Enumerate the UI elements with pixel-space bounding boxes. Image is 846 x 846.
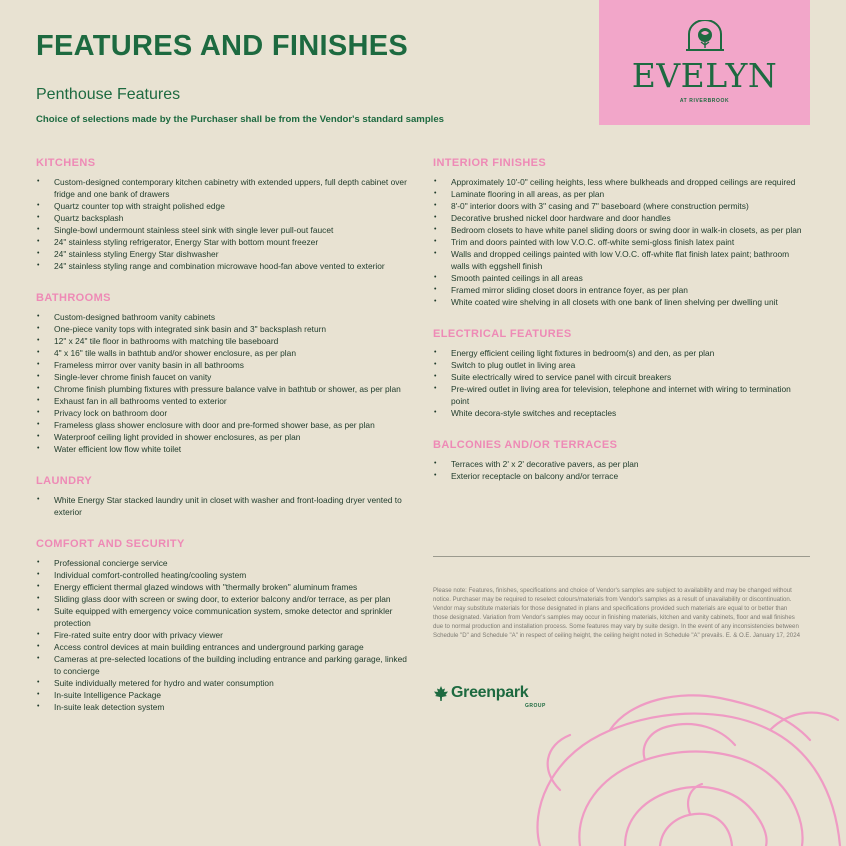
list-item: • Quartz backsplash	[36, 212, 411, 224]
left-column	[36, 157, 411, 733]
section-kitchens	[36, 157, 411, 272]
list-item: • Quartz counter top with straight polished edge	[36, 200, 411, 212]
list-item: • Frameless mirror over vanity basin in all bathrooms	[36, 359, 411, 371]
section-heading: ELECTRICAL FEATURES	[433, 328, 572, 340]
list-item: • Suite individually metered for hydro and water consumption	[36, 677, 411, 689]
list-item: • Decorative brushed nickel door hardware and door handles	[433, 212, 808, 224]
list-item: • Access control devices at main building entrances and underground parking garage	[36, 641, 411, 653]
section-heading: KITCHENS	[36, 157, 96, 169]
section-heading: BATHROOMS	[36, 292, 111, 304]
developer-tagline: GROUP	[525, 703, 546, 709]
list-item: • Bedroom closets to have white panel sliding doors or swing door in walk-in closets, as per plan	[433, 224, 808, 236]
list-item: • 24" stainless styling Energy Star dishwasher	[36, 248, 411, 260]
list-item: • Sliding glass door with screen or swing door, to exterior balcony and/or terrace, as per plan	[36, 593, 411, 605]
list-item: • Framed mirror sliding closet doors in entrance foyer, as per plan	[433, 284, 808, 296]
right-column	[433, 157, 808, 502]
divider	[433, 556, 810, 557]
list-item: • Waterproof ceiling light provided in shower enclosures, as per plan	[36, 431, 411, 443]
list-item: • Switch to plug outlet in living area	[433, 359, 808, 371]
list-item: • Privacy lock on bathroom door	[36, 407, 411, 419]
list-item: • Custom-designed contemporary kitchen cabinetry with extended uppers, full depth cabinet over fridge and one bank of drawers	[36, 176, 411, 200]
section-heading: BALCONIES AND/OR TERRACES	[433, 439, 618, 451]
section-heading: COMFORT AND SECURITY	[36, 538, 185, 550]
maple-leaf-icon	[433, 686, 449, 702]
rose-dome-icon	[684, 20, 726, 52]
feature-list	[36, 311, 411, 455]
list-item: • Pre-wired outlet in living area for television, telephone and internet with wiring to termination point	[433, 383, 808, 407]
list-item: • White coated wire shelving in all closets with one bank of linen shelving per dwelling unit	[433, 296, 808, 308]
list-item: • Suite electrically wired to service panel with circuit breakers	[433, 371, 808, 383]
feature-list	[433, 458, 808, 482]
list-item: • Professional concierge service	[36, 557, 411, 569]
page-subtitle: Penthouse Features	[36, 86, 181, 103]
feature-list	[36, 494, 411, 518]
list-item: • Frameless glass shower enclosure with door and pre-formed shower base, as per plan	[36, 419, 411, 431]
section-laundry	[36, 475, 411, 518]
list-item: • Terraces with 2' x 2' decorative pavers, as per plan	[433, 458, 808, 470]
section-comfort-security	[36, 538, 411, 713]
feature-list	[36, 557, 411, 713]
list-item: • Trim and doors painted with low V.O.C. off-white semi-gloss finish latex paint	[433, 236, 808, 248]
list-item: • Single-lever chrome finish faucet on vanity	[36, 371, 411, 383]
section-electrical	[433, 328, 808, 419]
list-item: • Chrome finish plumbing fixtures with pressure balance valve in bathtub or shower, as per plan	[36, 383, 411, 395]
list-item: • Custom-designed bathroom vanity cabinets	[36, 311, 411, 323]
list-item: • 24" stainless styling range and combination microwave hood-fan above vented to exterior	[36, 260, 411, 272]
list-item: • Individual comfort-controlled heating/cooling system	[36, 569, 411, 581]
evelyn-logo	[599, 0, 810, 125]
list-item: • In-suite Intelligence Package	[36, 689, 411, 701]
list-item: • Laminate flooring in all areas, as per plan	[433, 188, 808, 200]
list-item: • Energy efficient ceiling light fixtures in bedroom(s) and den, as per plan	[433, 347, 808, 359]
list-item: • White decora-style switches and receptacles	[433, 407, 808, 419]
footnote-disclaimer: Please note: Features, finishes, specifications and choice of Vendor's samples are subject to availability and may be changed without notice. Purchaser may be required to reselect colours/materials from Vendor's samples as a result of unavailability or discontinuation. Vendor may substitute materials for those designated in plans and specifications provided such materials are equal to or better than those designated. Variation from Vendor's samples may occur in finishing materials, kitchen and vanity cabinets, floor and wall finishes due to normal production and installation process. Some features may vary by suite design. In the event of any inconsistencies between Schedule "D" and Schedule "A" in respect of ceiling height, the ceiling height noted in Schedule "A" prevails. E. & O.E. January 17, 2024	[433, 587, 800, 639]
developer-wordmark: Greenpark	[451, 684, 529, 701]
selection-note: Choice of selections made by the Purchaser shall be from the Vendor's standard samples	[36, 114, 445, 125]
logo-tagline: AT RIVERBROOK	[679, 98, 730, 104]
feature-list	[433, 347, 808, 419]
feature-list	[433, 176, 808, 308]
list-item: • Walls and dropped ceilings painted with low V.O.C. off-white flat finish latex paint; bathroom walls with eggshell finish	[433, 248, 808, 272]
list-item: • Approximately 10'-0" ceiling heights, less where bulkheads and dropped ceilings are required	[433, 176, 808, 188]
list-item: • In-suite leak detection system	[36, 701, 411, 713]
list-item: • 4" x 16" tile walls in bathtub and/or shower enclosure, as per plan	[36, 347, 411, 359]
list-item: • Cameras at pre-selected locations of the building including entrance and parking garage, linked to concierge	[36, 653, 411, 677]
section-balconies-terraces	[433, 439, 808, 482]
rose-illustration-icon	[520, 690, 846, 846]
list-item: • Exhaust fan in all bathrooms vented to exterior	[36, 395, 411, 407]
list-item: • Water efficient low flow white toilet	[36, 443, 411, 455]
list-item: • White Energy Star stacked laundry unit in closet with washer and front-loading dryer vented to exterior	[36, 494, 411, 518]
section-heading: INTERIOR FINISHES	[433, 157, 547, 169]
logo-wordmark: EVELYN	[631, 56, 778, 95]
list-item: • One-piece vanity tops with integrated sink basin and 3" backsplash return	[36, 323, 411, 335]
list-item: • Single-bowl undermount stainless steel sink with single lever pull-out faucet	[36, 224, 411, 236]
list-item: • Fire-rated suite entry door with privacy viewer	[36, 629, 411, 641]
list-item: • Exterior receptacle on balcony and/or terrace	[433, 470, 808, 482]
list-item: • Suite equipped with emergency voice communication system, smoke detector and sprinkler protection	[36, 605, 411, 629]
list-item: • 12" x 24" tile floor in bathrooms with matching tile baseboard	[36, 335, 411, 347]
page-title: FEATURES AND FINISHES	[36, 30, 409, 62]
list-item: • 24" stainless styling refrigerator, Energy Star with bottom mount freezer	[36, 236, 411, 248]
section-heading: LAUNDRY	[36, 475, 93, 487]
section-interior-finishes	[433, 157, 808, 308]
section-bathrooms	[36, 292, 411, 455]
feature-list	[36, 176, 411, 272]
list-item: • Energy efficient thermal glazed windows with "thermally broken" aluminum frames	[36, 581, 411, 593]
list-item: • Smooth painted ceilings in all areas	[433, 272, 808, 284]
list-item: • 8'-0" interior doors with 3" casing and 7" baseboard (where construction permits)	[433, 200, 808, 212]
